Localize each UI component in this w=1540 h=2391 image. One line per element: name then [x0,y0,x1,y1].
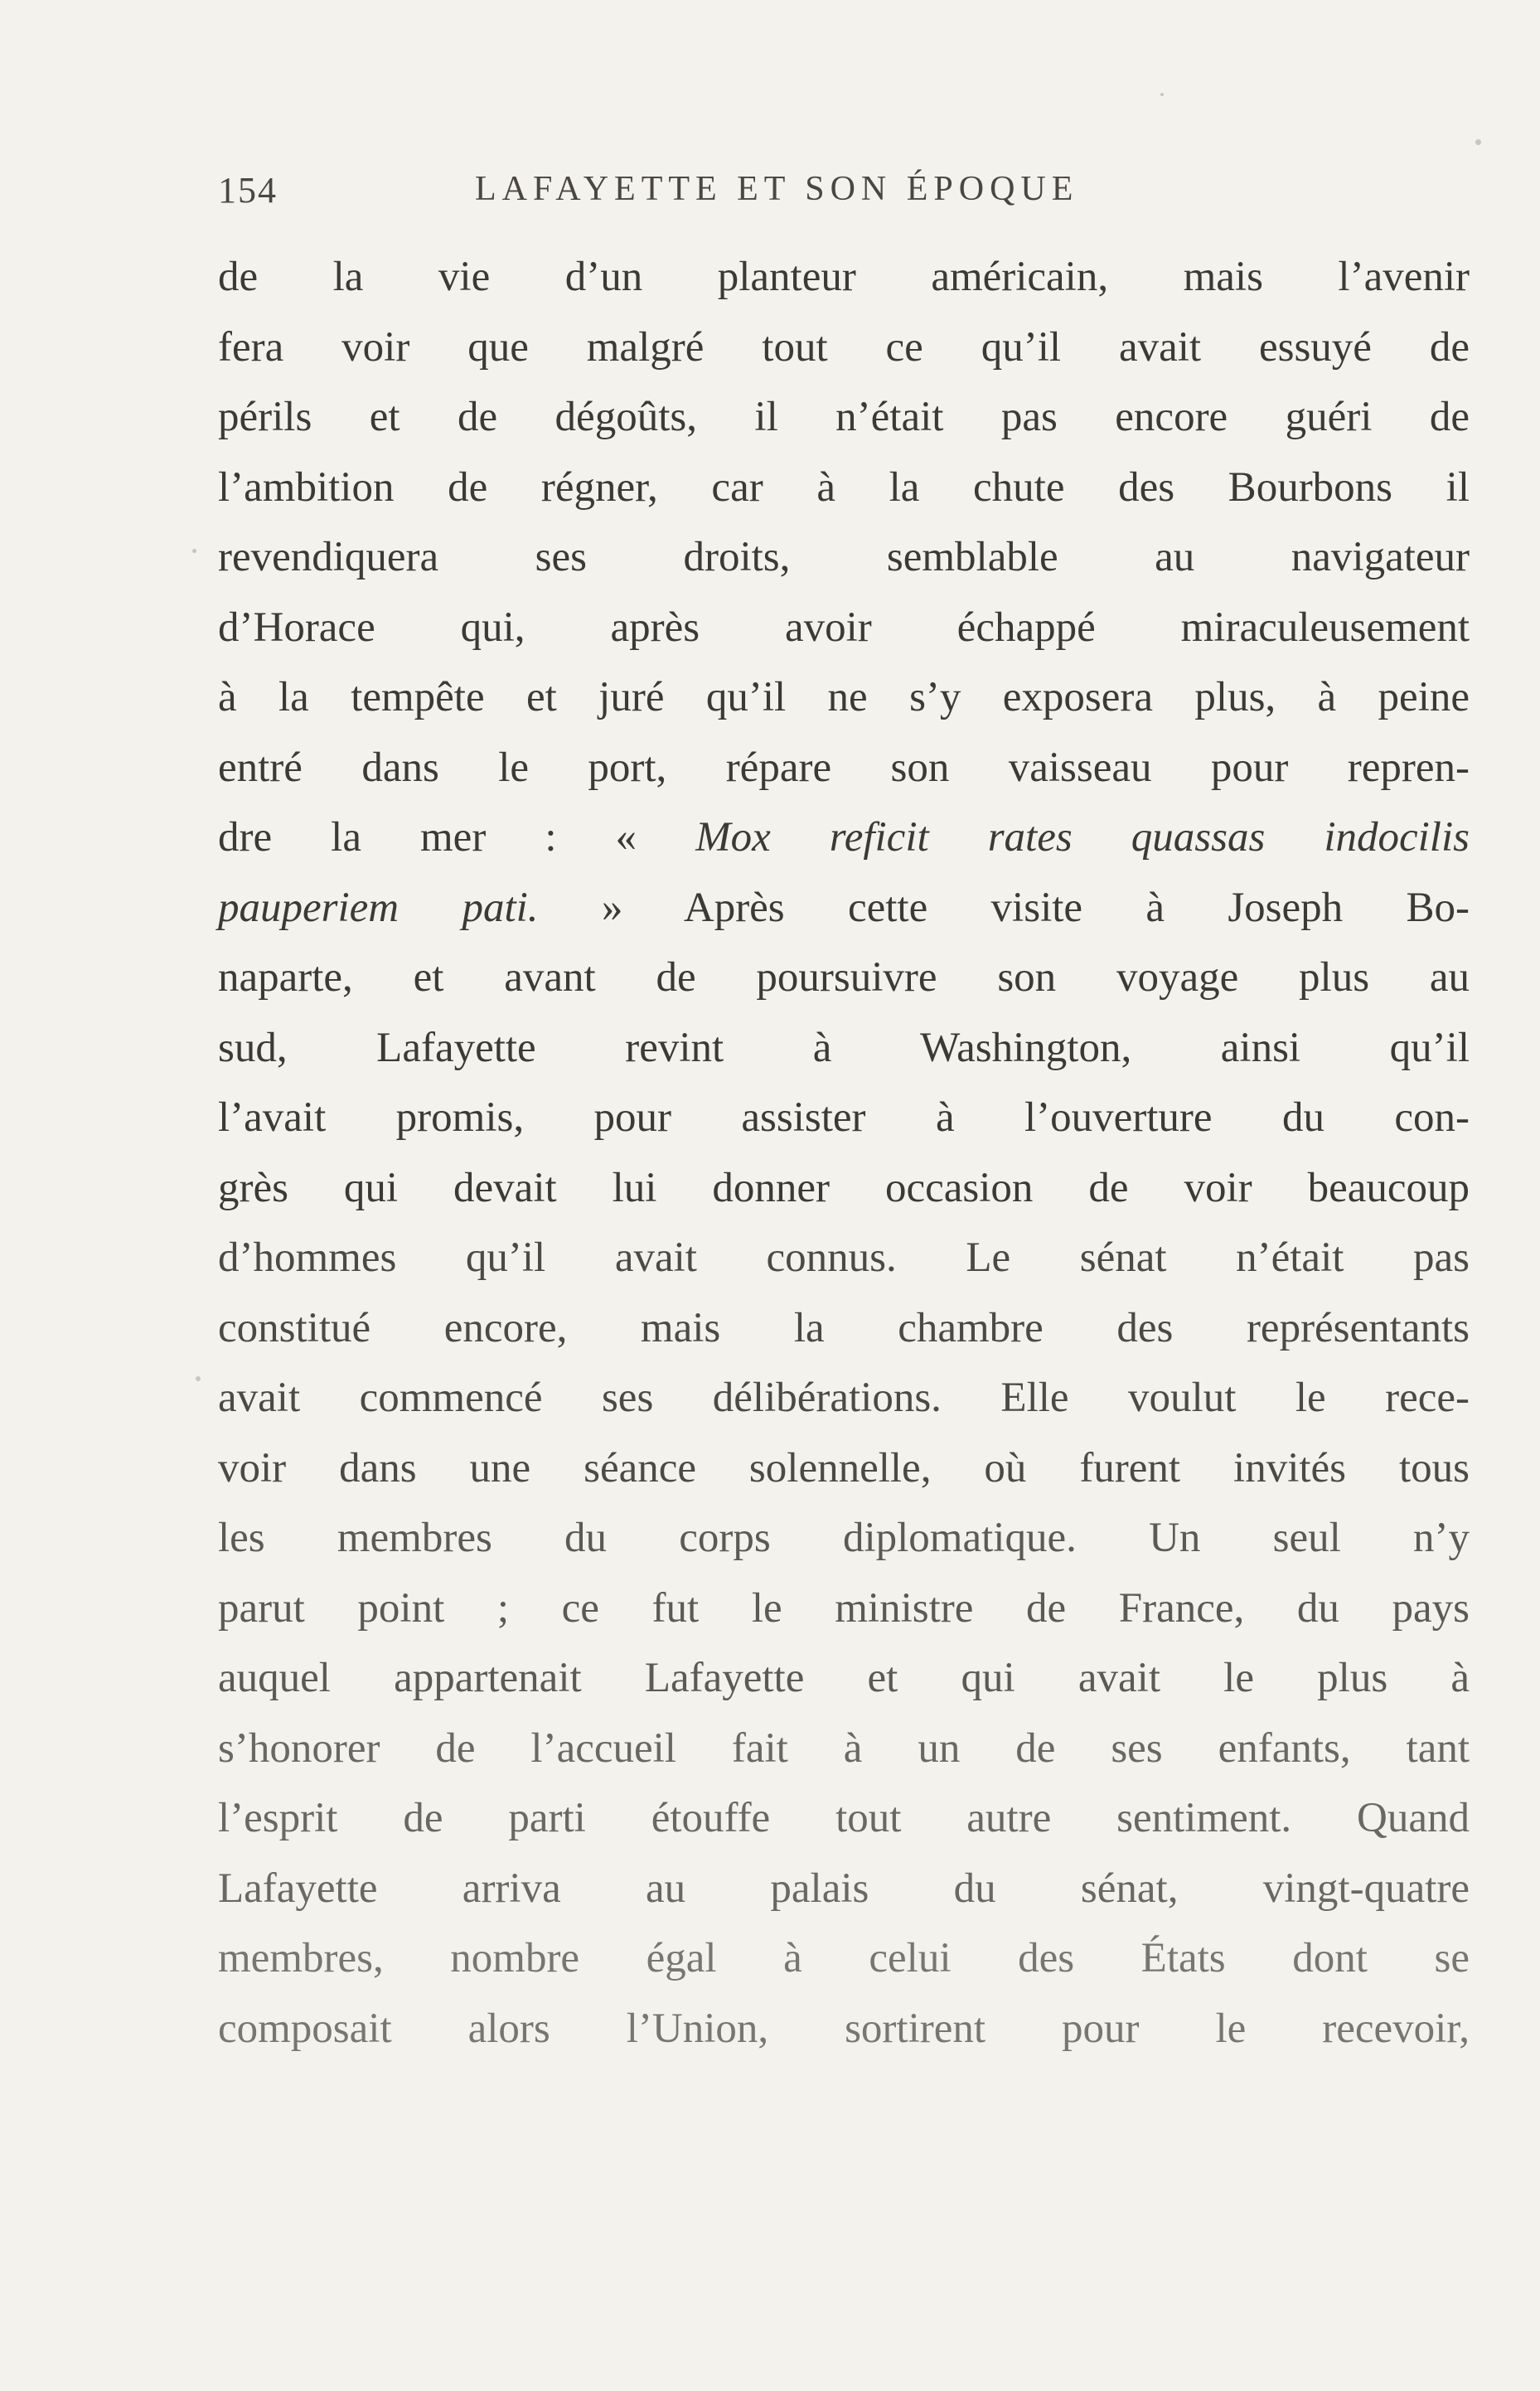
line-text: l’esprit de parti étouffe tout autre sentiment. Quand [218,1795,1470,1841]
line-text: parut point ; ce fut le ministre de France, du pays [218,1584,1470,1632]
paper-speck [1475,139,1481,145]
text-line [218,593,1470,663]
latin-quotation: Mox reficit rates quassas indocilis [695,814,1470,861]
line-text: revendiquera ses droits, semblable au navigateur [218,534,1470,580]
line-text: d’Horace qui, après avoir échappé miraculeusement [218,604,1470,651]
line-text: l’avait promis, pour assister à l’ouverture du con- [218,1094,1470,1141]
line-text: voir dans une séance solennelle, où furent invités tous [218,1444,1470,1491]
running-head: LAFAYETTE ET SON ÉPOQUE [475,170,1079,208]
line-text: d’hommes qu’il avait connus. Le sénat n’était pas [218,1234,1470,1281]
line-text: s’honorer de l’accueil fait à un de ses enfants, tant [218,1724,1470,1772]
text-line [218,1153,1470,1224]
text-line [218,1503,1470,1574]
line-text: entré dans le port, répare son vaisseau pour repren- [218,744,1470,791]
page-number: 154 [218,170,278,211]
text-line [218,1714,1470,1784]
text-line [218,382,1470,453]
paper-speck [196,1376,201,1381]
line-text: avait commencé ses délibérations. Elle voulut le rece- [218,1375,1470,1421]
paper-speck [1160,93,1164,96]
line-text: fera voir que malgré tout ce qu’il avait essuyé de [218,323,1470,371]
text-line [218,242,1470,313]
line-text: grès qui devait lui donner occasion de voir beaucoup [218,1164,1470,1211]
line-text: à la tempête et juré qu’il ne s’y exposera plus, à peine [218,674,1470,720]
line-text: naparte, et avant de poursuivre son voyage plus au [218,954,1470,1001]
text-line [218,733,1470,803]
text-line [218,1994,1470,2064]
line-text: composait alors l’Union, sortirent pour le recevoir, [218,2005,1470,2052]
line-text: les membres du corps diplomatique. Un seul n’y [218,1515,1470,1561]
line-text: constitué encore, mais la chambre des représentants [218,1304,1470,1351]
text-line [218,1293,1470,1364]
line-text: » Après cette visite à Joseph Bo- [538,884,1470,931]
line-text: l’ambition de régner, car à la chute des Bourbons il [218,463,1470,511]
text-line [218,1433,1470,1504]
text-line [218,873,1470,943]
line-text: dre la mer : « [218,814,696,861]
text-line [218,1574,1470,1644]
paper-speck [192,549,196,553]
text-line [218,1643,1470,1714]
text-line [218,522,1470,593]
text-line [218,1083,1470,1153]
line-text: auquel appartenait Lafayette et qui avait le plus à [218,1655,1470,1701]
text-line [218,1783,1470,1854]
line-text: sud, Lafayette revint à Washington, ainsi qu’il [218,1024,1470,1071]
line-text: Lafayette arriva au palais du sénat, vingt-quatre [218,1865,1470,1912]
text-line [218,1223,1470,1293]
body-text [218,242,1470,2064]
line-text: de la vie d’un planteur américain, mais l’avenir [218,254,1470,300]
text-line [218,1363,1470,1433]
text-line [218,943,1470,1013]
latin-quotation: pauperiem pati. [218,884,539,931]
text-line [218,1013,1470,1084]
text-line [218,803,1470,873]
text-line [218,313,1470,383]
text-line [218,453,1470,523]
line-text: périls et de dégoûts, il n’était pas encore guéri de [218,394,1470,440]
page-header [218,169,1470,219]
text-line [218,1854,1470,1924]
line-text: membres, nombre égal à celui des États dont se [218,1935,1470,1981]
text-line [218,662,1470,733]
text-line [218,1923,1470,1994]
